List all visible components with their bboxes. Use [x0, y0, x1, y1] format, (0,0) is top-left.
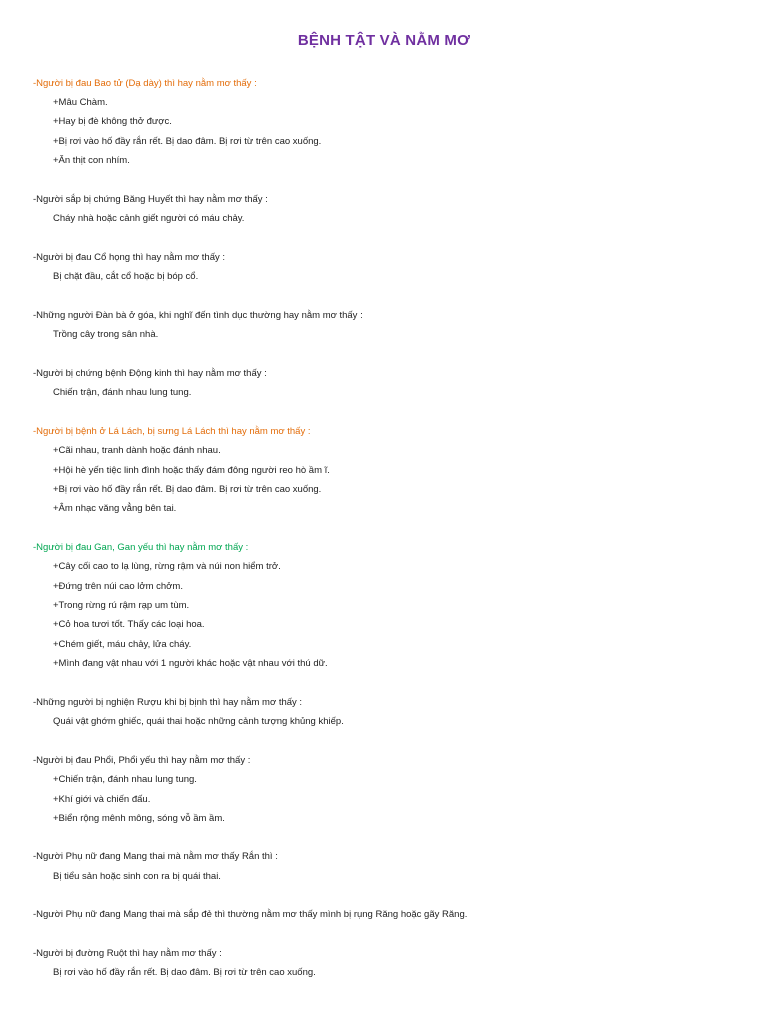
section-heading: -Người bị đau Cổ họng thì hay nằm mơ thấy : [33, 252, 226, 263]
list-item: +Mâu Chàm. [53, 97, 108, 108]
list-item: +Âm nhạc văng vẳng bên tai. [53, 503, 177, 514]
list-item: +Bị rơi vào hố đầy rắn rết. Bị dao đâm. Bị rơi từ trên cao xuống. [53, 484, 322, 495]
list-item: Quái vật ghớm ghiếc, quái thai hoặc những cảnh tượng khủng khiếp. [53, 716, 344, 727]
list-item: +Chiến trận, đánh nhau lung tung. [53, 774, 197, 785]
list-item: +Biển rộng mênh mông, sóng vỗ ầm ầm. [53, 813, 225, 824]
list-item: +Ăn thịt con nhím. [53, 155, 130, 166]
list-item: +Hay bị đè không thở được. [53, 116, 172, 127]
section-heading: -Người bị đau Gan, Gan yếu thì hay nằm mơ thấy : [33, 542, 249, 553]
list-item: +Khí giới và chiến đấu. [53, 794, 151, 805]
document-title: BỆNH TẬT VÀ NẰM MƠ [297, 32, 471, 49]
list-item: Bị chặt đầu, cắt cổ hoặc bị bóp cổ. [53, 271, 199, 282]
section-heading: -Những người bị nghiện Rượu khi bị bịnh thì hay nằm mơ thấy : [33, 697, 303, 708]
section-heading: -Người Phụ nữ đang Mang thai mà sắp đẻ thì thường nằm mơ thấy mình bị rụng Răng hoặc gãy Răng. [33, 909, 468, 920]
list-item: Chiến trận, đánh nhau lung tung. [53, 387, 192, 398]
list-item: Trồng cây trong sân nhà. [53, 329, 159, 340]
section-heading: -Người bị đường Ruột thì hay nằm mơ thấy : [33, 948, 222, 959]
list-item: Cháy nhà hoặc cảnh giết người có máu chảy. [53, 213, 245, 224]
list-item: Bị tiểu sản hoặc sinh con ra bị quái thai. [53, 871, 221, 882]
section-heading: -Những người Đàn bà ở góa, khi nghĩ đến tình dục thường hay nằm mơ thấy : [33, 310, 363, 321]
list-item: +Đứng trên núi cao lởm chởm. [53, 581, 183, 592]
list-item: +Cãi nhau, tranh dành hoặc đánh nhau. [53, 445, 221, 456]
list-item: +Cỏ hoa tươi tốt. Thấy các loại hoa. [53, 619, 205, 630]
list-item: +Mình đang vật nhau với 1 người khác hoặc vật nhau với thú dữ. [53, 658, 328, 669]
section-heading: -Người sắp bị chứng Băng Huyết thì hay nằm mơ thấy : [33, 194, 268, 205]
list-item: +Bị rơi vào hố đầy rắn rết. Bị dao đâm. Bị rơi từ trên cao xuống. [53, 136, 322, 147]
section-heading: -Người Phụ nữ đang Mang thai mà nằm mơ thấy Rắn thì : [33, 851, 278, 862]
section-heading: -Người bị chứng bệnh Động kinh thì hay nằm mơ thấy : [33, 368, 267, 379]
list-item: +Chém giết, máu chảy, lửa cháy. [53, 639, 192, 650]
list-item: Bị rơi vào hố đầy rắn rết. Bị dao đâm. Bị rơi từ trên cao xuống. [53, 967, 316, 978]
section-heading: -Người bị đau Bao tử (Dạ dày) thì hay nằm mơ thấy : [33, 78, 257, 89]
list-item: +Cây cối cao to lạ lùng, rừng rậm và núi non hiểm trở. [53, 561, 281, 572]
list-item: +Trong rừng rú rậm rạp um tùm. [53, 600, 190, 611]
section-heading: -Người bị bệnh ở Lá Lách, bị sưng Lá Lách thì hay nằm mơ thấy : [33, 426, 311, 437]
section-heading: -Người bị đau Phổi, Phổi yếu thì hay nằm mơ thấy : [33, 755, 251, 766]
list-item: +Hội hè yến tiệc linh đình hoặc thấy đám đông người reo hò ầm ĩ. [53, 465, 330, 476]
